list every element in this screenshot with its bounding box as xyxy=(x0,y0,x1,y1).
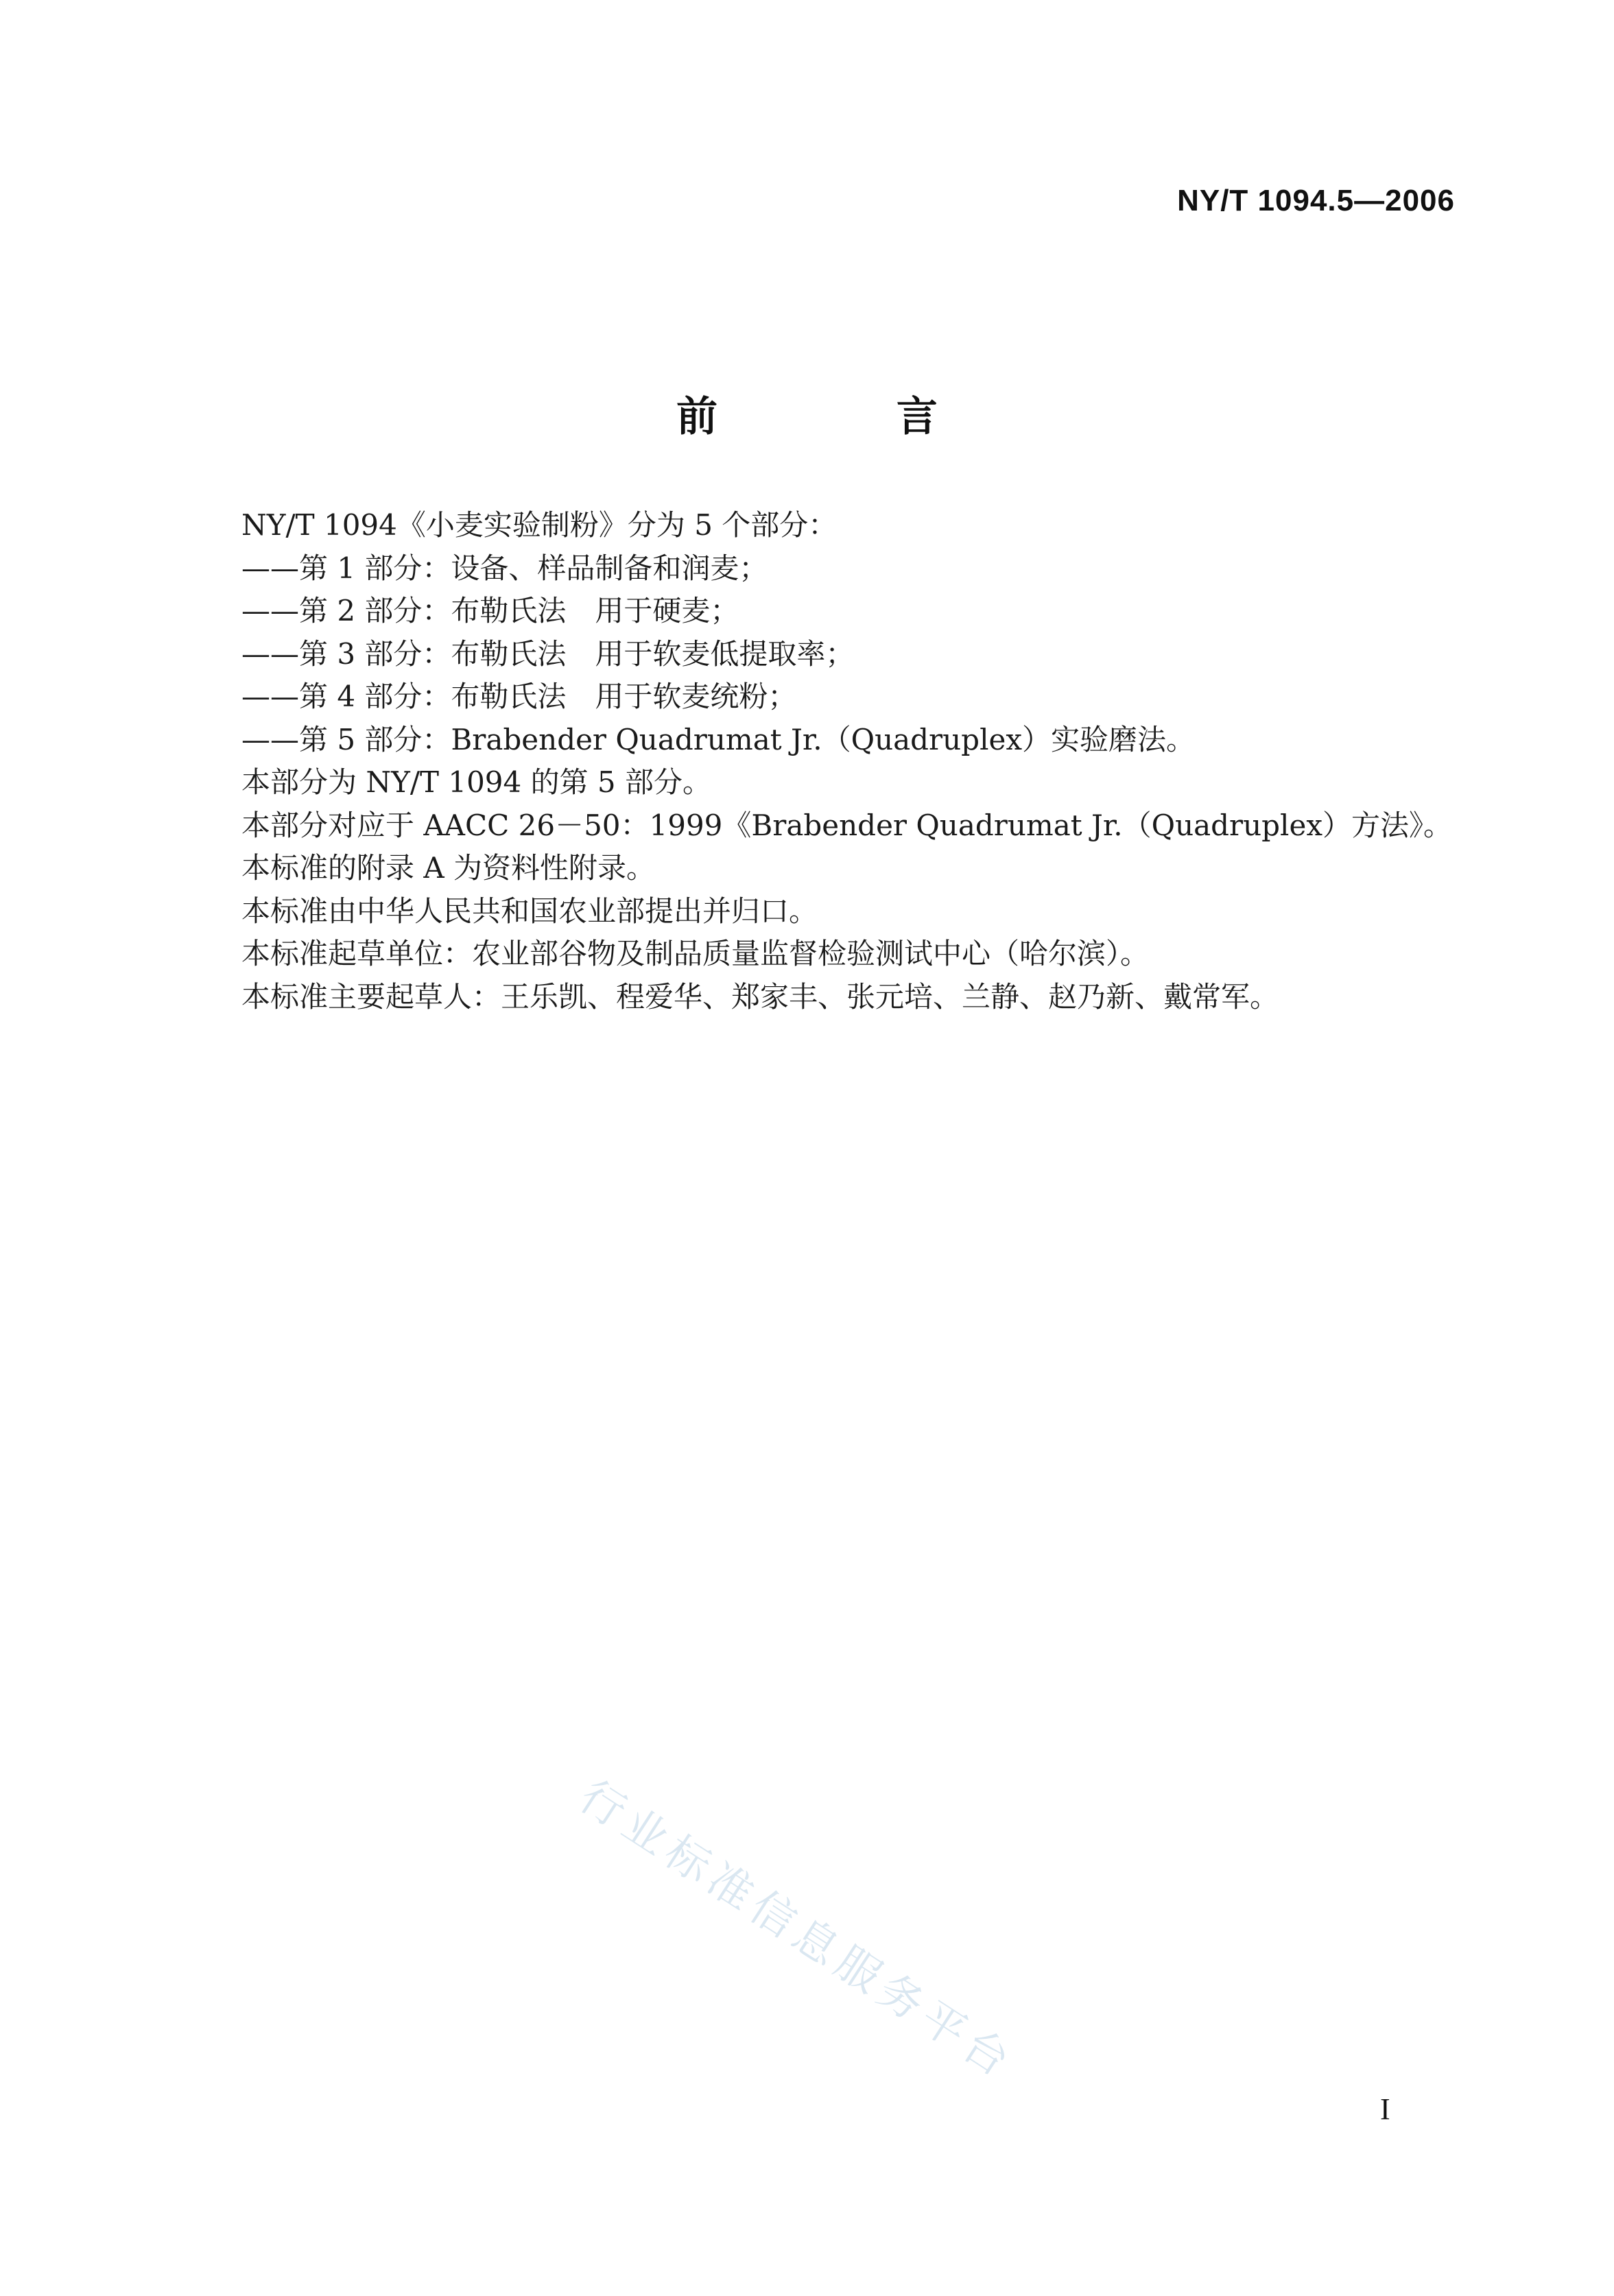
foreword-line: ——第 4 部分：布勒氏法 用于软麦统粉； xyxy=(241,680,797,713)
foreword-body xyxy=(241,504,1476,1018)
watermark: 行业标准信息服务平台 xyxy=(570,1771,1024,2090)
foreword-line: ——第 5 部分：Brabender Quadrumat Jr.（Quadruplex）实验磨法。 xyxy=(241,722,1196,756)
page-title: 前 言 xyxy=(676,393,1020,441)
page-number: I xyxy=(1380,2092,1390,2126)
foreword-line: NY/T 1094《小麦实验制粉》分为 5 个部分： xyxy=(241,508,838,542)
foreword-line: ——第 2 部分：布勒氏法 用于硬麦； xyxy=(241,594,739,627)
standard-number: NY/T 1094.5—2006 xyxy=(1177,184,1455,217)
foreword-line: 本部分对应于 AACC 26－50：1999《Brabender Quadrumat Jr.（Quadruplex）方法》。 xyxy=(241,808,1453,842)
foreword-line: 本标准的附录 A 为资料性附录。 xyxy=(241,851,656,885)
foreword-line: 本标准由中华人民共和国农业部提出并归口。 xyxy=(241,894,818,928)
foreword-line: 本部分为 NY/T 1094 的第 5 部分。 xyxy=(241,765,712,799)
foreword-line: 本标准主要起草人：王乐凯、程爱华、郑家丰、张元培、兰静、赵乃新、戴常军。 xyxy=(241,979,1279,1014)
foreword-line: 本标准起草单位：农业部谷物及制品质量监督检验测试中心（哈尔滨）。 xyxy=(241,937,1150,970)
foreword-line: ——第 1 部分：设备、样品制备和润麦； xyxy=(241,551,768,585)
foreword-line: ——第 3 部分：布勒氏法 用于软麦低提取率； xyxy=(241,636,855,671)
